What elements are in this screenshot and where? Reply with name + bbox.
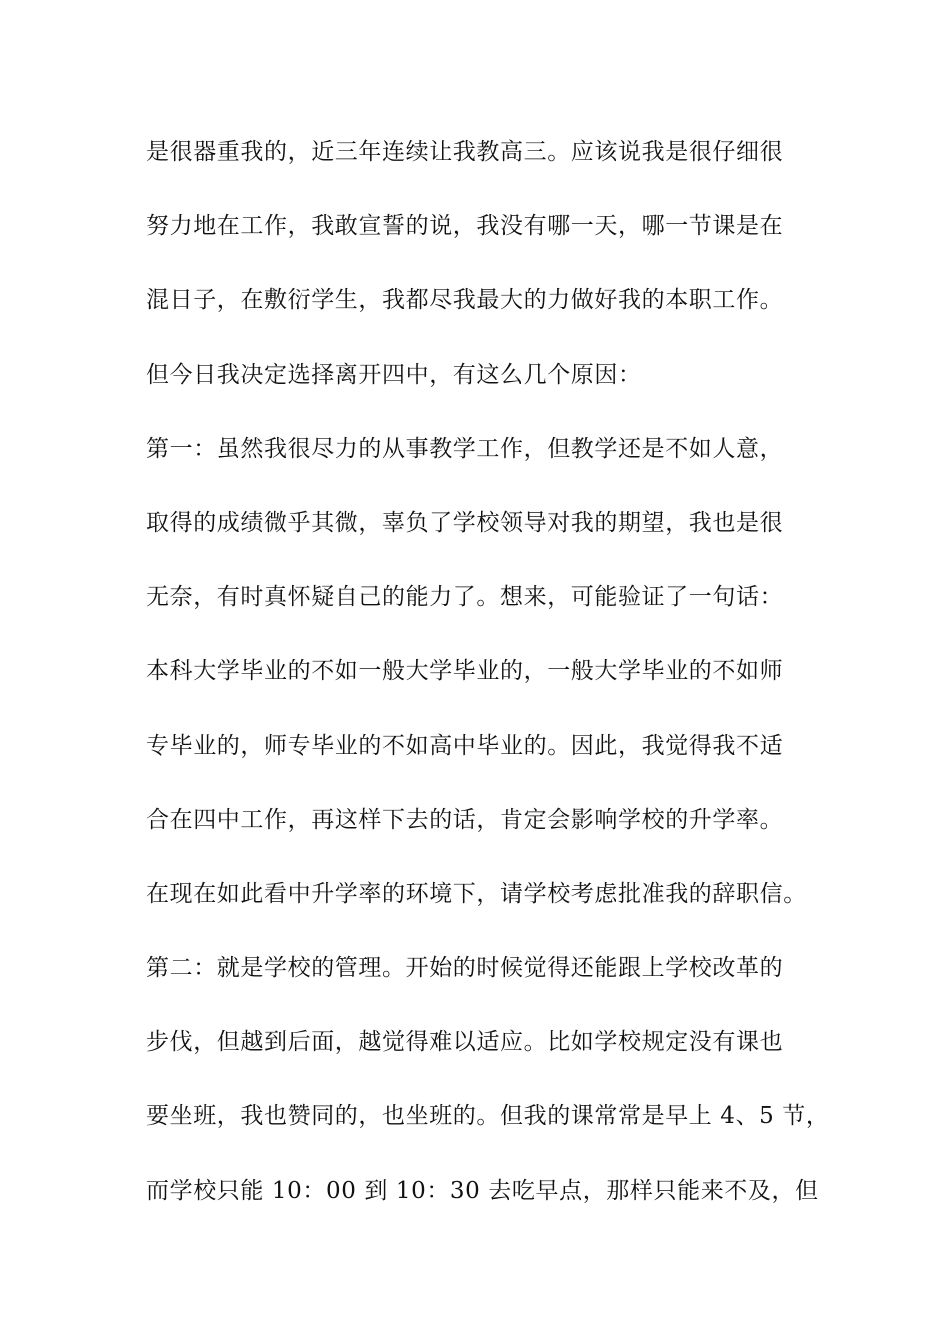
text-line: 本科大学毕业的不如一般大学毕业的，一般大学毕业的不如师 xyxy=(146,658,784,685)
body-text xyxy=(146,128,836,1241)
text-line: 步伐，但越到后面，越觉得难以适应。比如学校规定没有课也 xyxy=(146,1029,784,1056)
text-line: 要坐班，我也赞同的，也坐班的。但我的课常常是早上 4、5 节， xyxy=(146,1103,830,1130)
text-line: 取得的成绩微乎其微，辜负了学校领导对我的期望，我也是很 xyxy=(146,509,784,536)
text-line: 第二：就是学校的管理。开始的时候觉得还能跟上学校改革的 xyxy=(146,955,784,982)
text-line: 合在四中工作，再这样下去的话，肯定会影响学校的升学率。 xyxy=(146,806,784,833)
text-line: 是很器重我的，近三年连续让我教高三。应该说我是很仔细很 xyxy=(146,139,784,165)
text-line: 第一：虽然我很尽力的从事教学工作，但教学还是不如人意， xyxy=(146,435,784,462)
text-line: 混日子，在敷衍学生，我都尽我最大的力做好我的本职工作。 xyxy=(146,287,784,314)
text-line: 在现在如此看中升学率的环境下，请学校考虑批准我的辞职信。 xyxy=(146,880,807,907)
text-line: 无奈，有时真怀疑自己的能力了。想来，可能验证了一句话： xyxy=(146,584,784,611)
text-line: 努力地在工作，我敢宣誓的说，我没有哪一天，哪一节课是在 xyxy=(146,213,784,240)
text-line: 而学校只能 10：00 到 10：30 去吃早点，那样只能来不及，但 xyxy=(146,1177,819,1204)
text-line: 但今日我决定选择离开四中，有这么几个原因： xyxy=(146,361,642,388)
text-line: 专毕业的，师专毕业的不如高中毕业的。因此，我觉得我不适 xyxy=(146,732,784,759)
